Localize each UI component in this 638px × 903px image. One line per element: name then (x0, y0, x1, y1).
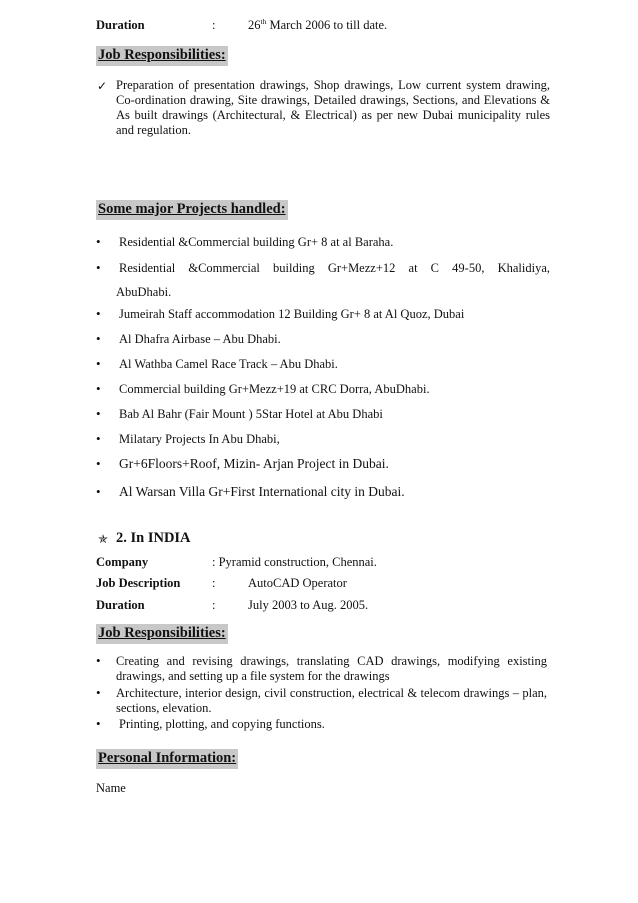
duration-colon: : (212, 18, 216, 32)
project-item: Bab Al Bahr (Fair Mount ) 5Star Hotel at Abu Dhabi (119, 407, 383, 421)
job-responsibilities-heading-1 (96, 46, 228, 66)
india-duration-value: July 2003 to Aug. 2005. (248, 598, 369, 612)
company-value: : Pyramid construction, Chennai. (212, 555, 377, 569)
duration-value (248, 18, 387, 33)
bullet-icon: • (96, 234, 101, 249)
project-item: Al Wathba Camel Race Track – Abu Dhabi. (119, 357, 338, 371)
project-item: Al Warsan Villa Gr+First International city in Dubai. (119, 484, 405, 499)
job-responsibilities-heading-2 (96, 624, 228, 644)
india-section-title: 2. In INDIA (116, 530, 191, 546)
project-item-continuation: AbuDhabi. (116, 285, 172, 299)
responsibility-item: Creating and revising drawings, translating CAD drawings, modifying existing drawings, and setting up a file system for the drawings (116, 654, 547, 683)
bullet-icon: • (96, 456, 101, 471)
personal-information-heading-text: Personal Information: (98, 750, 237, 766)
responsibility-item: Printing, plotting, and copying functions. (119, 717, 325, 731)
bullet-icon: • (96, 716, 101, 731)
bullet-icon: • (96, 381, 101, 396)
job-description-value: AutoCAD Operator (248, 576, 347, 590)
project-item: Al Dhafra Airbase – Abu Dhabi. (119, 332, 281, 346)
job-responsibilities-paragraph-1: Preparation of presentation drawings, Shop drawings, Low current system drawing, Co-ordination drawing, Site drawings, Detailed drawings, Sections, and Elevations & As built drawings (Architectural, & Electrical) as per new Dubai municipality rules and regulation. (116, 78, 550, 137)
project-item: Residential &Commercial building Gr+Mezz+12 at C 49-50, Khalidiya, (119, 261, 550, 275)
checkmark-icon: ✓ (97, 79, 108, 93)
bullet-icon: • (96, 356, 101, 371)
project-item: Gr+6Floors+Roof, Mizin- Arjan Project in Dubai. (119, 456, 389, 471)
job-responsibilities-heading-1-text: Job Responsibilities: (98, 47, 226, 63)
bullet-icon: • (96, 653, 101, 668)
job-description-label: Job Description (96, 576, 181, 590)
job-responsibilities-heading-2-text: Job Responsibilities: (98, 625, 226, 641)
bullet-icon: • (96, 484, 101, 499)
duration-day: 26 (248, 18, 261, 32)
duration-label: Duration (96, 18, 145, 32)
bullet-icon: • (96, 306, 101, 321)
india-duration-label: Duration (96, 598, 145, 612)
project-item: Commercial building Gr+Mezz+19 at CRC Dorra, AbuDhabi. (119, 382, 430, 396)
duration-sup: th (260, 17, 267, 26)
bullet-icon: • (96, 685, 101, 700)
projects-heading (96, 200, 288, 220)
duration-rest: March 2006 to till date. (266, 18, 388, 32)
bullet-icon: • (96, 406, 101, 421)
bullet-icon: • (96, 260, 101, 275)
personal-information-heading (96, 749, 238, 769)
projects-heading-text: Some major Projects handled: (98, 201, 286, 217)
project-item: Residential &Commercial building Gr+ 8 at al Baraha. (119, 235, 394, 249)
name-label: Name (96, 781, 126, 795)
project-item: Jumeirah Staff accommodation 12 Building Gr+ 8 at Al Quoz, Dubai (119, 307, 465, 321)
bullet-icon: • (96, 331, 101, 346)
company-label: Company (96, 555, 149, 569)
job-description-colon: : (212, 576, 216, 590)
star-icon: ✯ (98, 532, 109, 546)
responsibility-item: Architecture, interior design, civil construction, electrical & telecom drawings – plan, sections, elevation. (116, 686, 547, 715)
india-duration-colon: : (212, 598, 216, 612)
bullet-icon: • (96, 431, 101, 446)
project-item: Milatary Projects In Abu Dhabi, (119, 432, 280, 446)
